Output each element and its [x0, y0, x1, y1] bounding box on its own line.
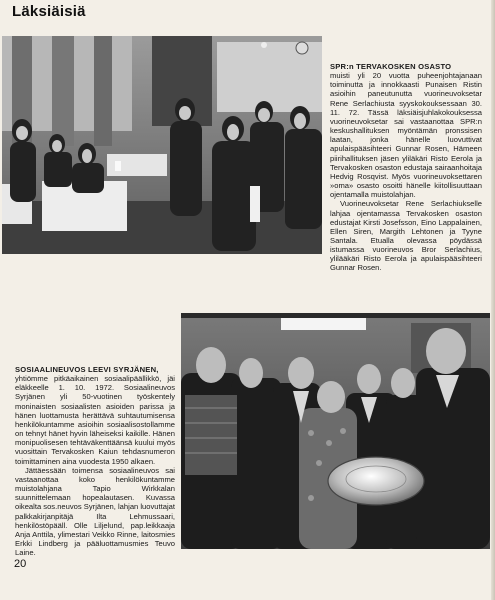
- article-syrjanen-paragraph-1: yhtiömme pitkäaikainen sosiaalipäällikkö, jäi eläkkeelle 1. 10. 1972. Sosiaalineuvos Syrjänen yli 50-vuotinen työskentely moninaisten sosiaalisten asioiden parissa ja hänen luottamusta herättävä suhtautumisensa henkilökuntamme asioihin sosiaalisostollamme on tehnyt hänet hyvin läheiseksi kaikille. Hänen monipuolisesen tehtäväkenttäänsä kuului myös vuosittain Tervakosken Kaiun tehdasnumeron toimittaminen aina vuodesta 1950 alkaen.: [15, 374, 175, 466]
- article-syrjanen-paragraph-2: Jättäessään toimensa sosiaalineuvos sai vastaanottaa koko henkilökuntamme muistolahjana Tapio Wirkkalan suunnittelemaan hopealautasen. Kuvassa oikealta sos.neuvos Syrjänen, lahjan luovuttajat palkkakirjanpitäjä Ilta Lehmussaari, henkilöstöpääll. Olle Liljelund, pap.leikkaaja Anja Anttila, ylimestari Veikko Rinne, laitosmies Erkki Lindberg ja pääluottamusmies Teuvo Laine.: [15, 465, 175, 558]
- article-spr-paragraph-2: Vuorineuvoksetar Rene Serlachiukselle lahjaa ojentamassa Tervakosken osaston edustajat Kirsti Josefsson, Eino Lappalainen, Ellen Siren, Margith Lehtonen ja Tyyne Santala. Etualla olevassa pöydässä istumassa vuorineuvos Bror Serlachius, ylilääkäri Risto Eerola ja apulaispääsihteeri Gunnar Rosen.: [330, 199, 482, 273]
- page-edge: [491, 0, 495, 600]
- page-title: Läksiäisiä: [12, 3, 86, 20]
- meeting-photo: [2, 36, 322, 254]
- article-spr-paragraph-1: muisti yli 20 vuotta puheenjohtajanaan toiminutta ja innokkaasti Punaisen Ristin asioihin paneutunutta vuorineuvoksetar Rene Serlachiusta syyskokouksessaan 30. 11. 72. Tässä läksiäisjuhlakokouksessa vuorineuvoksetar sai vastaanottaa SPR:n keskushallituksen myöntämän pronssisen laatan, jonka hänelle luovuttivat apulaispääsihteeri Gunnar Rosen, Hämeen piirihallituksen jäsen yliläkäri Risto Eerola ja Tervakosken osaston edustaja sairaanhoitaja Hedvig Rosqvist. Myös vuorineuvoksettaren »oma» osasto osoitti hänelle kiitollisuuttaan ojentamalla muistolahjan.: [330, 71, 482, 200]
- article-syrjanen-lead: SOSIAALINEUVOS LEEVI SYRJÄNEN,: [15, 365, 159, 374]
- article-syrjanen-text: [15, 365, 175, 557]
- page-number: 20: [14, 558, 27, 570]
- farewell-gift-photo: [181, 313, 490, 549]
- article-spr-lead: SPR:n TERVAKOSKEN OSASTO: [330, 62, 452, 71]
- article-spr-text: [330, 62, 482, 273]
